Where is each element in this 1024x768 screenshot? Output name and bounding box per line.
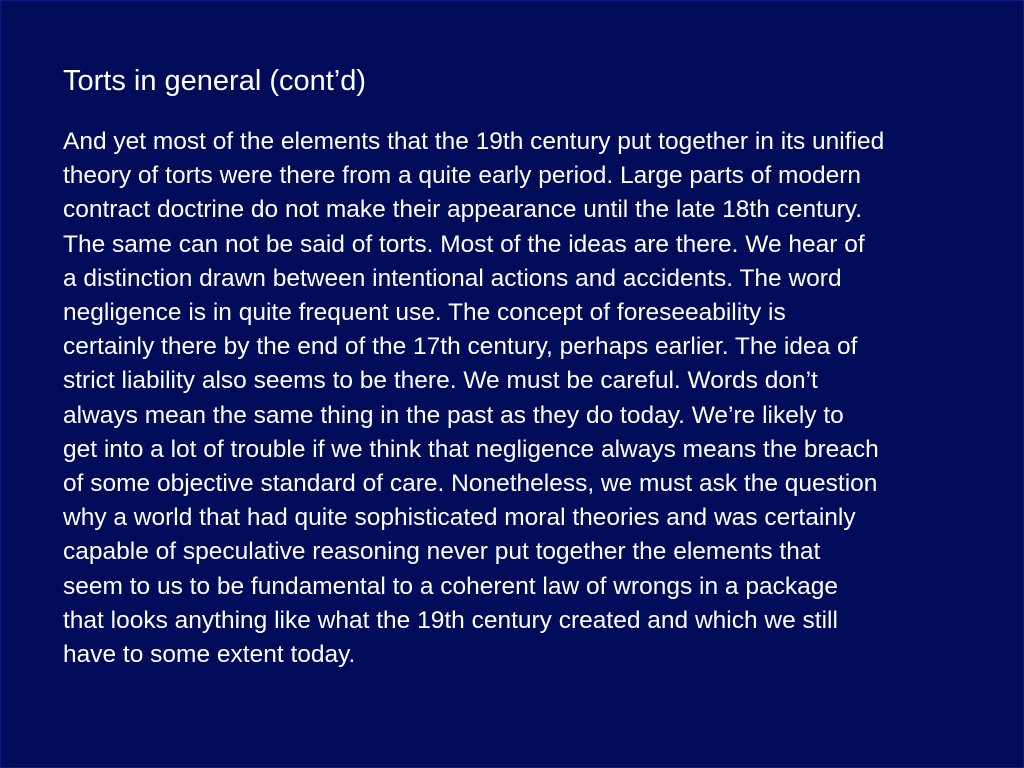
body-line: negligence is in quite frequent use. The concept of foreseeability is bbox=[63, 299, 786, 327]
body-line: a distinction drawn between intentional actions and accidents. The word bbox=[63, 264, 842, 292]
body-line: The same can not be said of torts. Most of the ideas are there. We hear of bbox=[63, 230, 865, 258]
slide-body bbox=[63, 125, 884, 672]
body-line: always mean the same thing in the past as they do today. We’re likely to bbox=[63, 401, 844, 429]
body-line: And yet most of the elements that the 19th century put together in its unified bbox=[63, 128, 885, 155]
body-line: have to some extent today. bbox=[63, 641, 356, 669]
body-line: why a world that had quite sophisticated moral theories and was certainly bbox=[63, 504, 856, 532]
body-line: seem to us to be fundamental to a coherent law of wrongs in a package bbox=[63, 572, 838, 600]
body-line: theory of torts were there from a quite early period. Large parts of modern bbox=[63, 162, 862, 190]
body-line: get into a lot of trouble if we think that negligence always means the breach bbox=[63, 435, 879, 463]
body-line: capable of speculative reasoning never put together the elements that bbox=[63, 538, 821, 566]
body-line: that looks anything like what the 19th century created and which we still bbox=[63, 606, 838, 634]
slide-title: Torts in general (cont’d) bbox=[63, 65, 367, 97]
body-line: strict liability also seems to be there. We must be careful. Words don’t bbox=[63, 367, 818, 395]
body-line: certainly there by the end of the 17th century, perhaps earlier. The idea of bbox=[63, 333, 858, 361]
body-line: contract doctrine do not make their appearance until the late 18th century. bbox=[63, 196, 863, 224]
body-line: of some objective standard of care. Nonetheless, we must ask the question bbox=[63, 470, 878, 498]
